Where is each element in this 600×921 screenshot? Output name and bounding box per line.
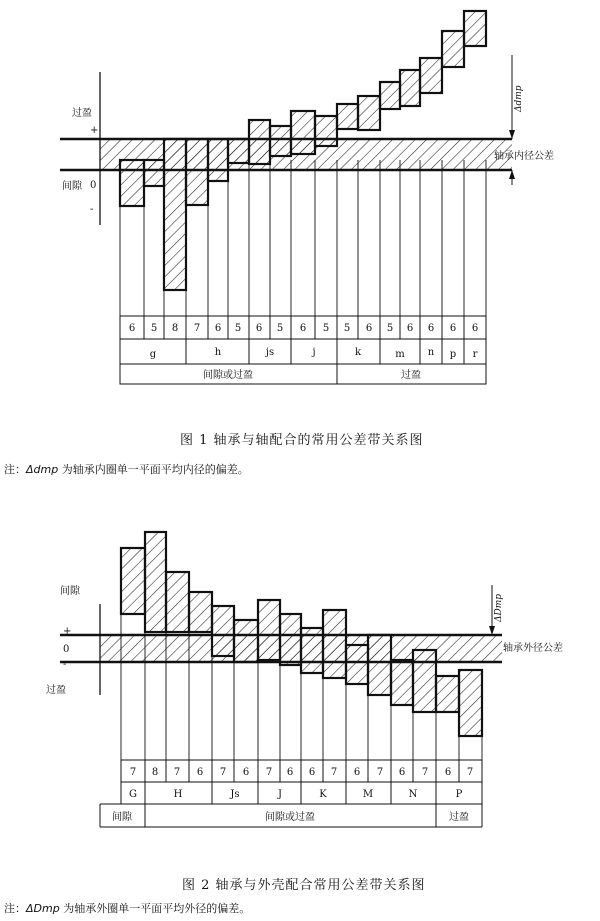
fig1-label-interference: 过盈 [72,108,92,119]
fig2-grade-cell: 7 [330,767,338,778]
fig2-fit-clearance: 间隙 [112,812,132,823]
fig2-zone-P6 [436,676,459,712]
fig1-zone-h8 [164,139,186,290]
fig1-letter-cell: g [149,349,157,360]
fig1-grade-cell: 5 [343,323,351,334]
fig2-grade-cell: 7 [466,767,474,778]
fig1-letter-cell: js [265,347,275,358]
fig1-zone-n6 [420,58,442,93]
fig1-grade-cell: 6 [214,323,222,334]
fig2-grade-cell: 7 [376,767,384,778]
fig2-zone-K7 [323,610,346,678]
fig2-zone-J7 [258,600,280,660]
fig1-grade-row [129,323,478,334]
fig2-grade-cell: 7 [219,767,227,778]
fig1-fit-clearance-or-interference: 间隙或过盈 [203,370,253,381]
fig1-zone-k5 [337,104,358,129]
fig2-note-symbol: ΔDmp [26,902,60,915]
fig1-caption: 图 1 轴承与轴配合的常用公差带关系图 [180,433,424,448]
fig1-note-text: 为轴承内圈单一平面平均内径的偏差。 [58,463,249,476]
fig1-letter-row [150,347,478,360]
fig1-note-prefix: 注： [4,463,26,476]
fig2-letter-cell: P [455,789,463,800]
fig2-letter-cell: N [408,789,418,800]
fig1-note [4,461,249,477]
fig2-caption: 图 2 轴承与外壳配合常用公差带关系图 [182,878,426,893]
fig1-grade-cell: 5 [234,323,242,334]
fig2-label-clearance: 间隙 [60,586,80,597]
fig2-note [4,900,250,916]
fig2-label-plus: + [63,626,72,637]
fig1-grade-cell: 6 [299,323,307,334]
fig1-zone-m5 [380,82,400,109]
fig2-zone-Js7 [212,606,234,656]
fig1-letter-cell: k [354,347,362,358]
fig2-grade-cell: 7 [173,767,181,778]
fig2-label-delta: ΔDmp [494,593,504,622]
fig1-letter-cell: n [427,347,435,358]
fig1-grade-cell: 6 [427,323,435,334]
fig2-grade-cell: 7 [265,767,273,778]
fig1-zone-j5 [315,116,337,146]
fig1-zone-k6 [358,96,380,130]
fig2-zone-M7 [368,635,391,695]
fig1-zone-m6 [400,70,420,106]
fig1-zone-j6 [291,111,315,154]
fig1-zone-g6 [120,160,144,206]
fig2-letter-cell: K [319,789,327,800]
fig2-grade-cell: 6 [398,767,406,778]
fig1-grade-cell: 5 [386,323,394,334]
fig1-grade-cell: 5 [322,323,330,334]
fig2-fit-clearance-or-interference: 间隙或过盈 [265,812,315,823]
fig1-label-plus: + [90,125,99,136]
fig1-zone-js5 [270,126,291,156]
fig2-grade-cell: 6 [444,767,452,778]
fig1-letter-cell: m [395,349,405,360]
fig1-zone-p6 [442,31,464,67]
fig2-zone-N6 [391,660,413,705]
fig2-grade-cell: 6 [286,767,294,778]
fig1-letter-cell: j [312,347,316,358]
fig1-grade-cell: 6 [406,323,414,334]
fig1-label-delta: Δdmp [514,85,524,112]
figure-2 [46,532,563,827]
fig1-note-symbol: Δdmp [26,463,59,476]
fig2-label-interference: 过盈 [46,685,66,696]
fig1-label-zero: 0 [90,180,97,191]
fig1-grade-cell: 8 [171,323,179,334]
fig1-grade-cell: 6 [365,323,373,334]
fig2-fit-interference: 过盈 [449,812,469,823]
fig2-letter-cell: H [173,789,183,800]
fig2-grade-cell: 6 [353,767,361,778]
fig2-zone-P7 [459,670,482,736]
fig2-letter-cell: G [129,789,137,800]
fig2-letter-row [129,789,463,800]
fig1-zone-h6 [208,139,228,181]
fig1-zone-h5 [228,139,249,163]
fig2-zone-M6 [346,645,368,684]
fig2-label-minus: - [63,659,67,670]
fig1-grade-cell: 7 [193,323,201,334]
fig1-grade-cell: 6 [255,323,263,334]
fig1-zone-js6 [249,120,270,164]
fig1-letter-cell: h [214,347,222,358]
fig1-grade-cell: 6 [471,323,479,334]
fig2-label-zero: 0 [63,644,70,655]
fig2-zone-H8 [145,532,166,632]
fig1-grade-cell: 6 [449,323,457,334]
fig2-zone-K6 [301,628,323,673]
fig1-grade-cell: 5 [150,323,158,334]
fig2-zone-H6 [189,592,212,632]
fig2-grade-cell: 6 [308,767,316,778]
fig1-zone-g5 [144,160,164,186]
fig1-letter-cell: r [472,349,478,360]
figure-1 [60,11,554,384]
fig2-letter-cell: M [362,789,374,800]
fig2-zone-G7 [121,548,145,614]
fig1-grade-cell: 6 [128,323,136,334]
fig2-zone-H7 [166,572,189,632]
fig2-grade-cell: 6 [196,767,204,778]
fig2-grade-cell: 8 [151,767,159,778]
fig1-zone-h7 [186,139,208,205]
fig2-note-text: 为轴承外圈单一平面平均外径的偏差。 [59,902,251,915]
fig2-grade-cell: 7 [421,767,429,778]
fig1-letter-cell: p [449,349,457,360]
fig1-label-minus: - [90,204,94,215]
fig2-grade-cell: 7 [129,767,137,778]
fig2-zone-Js6 [234,620,258,662]
fig2-letter-cell: J [277,789,283,800]
fig1-zone-r6 [464,11,486,46]
fig2-grade-cell: 6 [242,767,250,778]
fig2-zone-N7 [413,650,436,712]
fig1-label-clearance: 间隙 [62,181,82,192]
fig2-zone-J6 [280,614,301,665]
fig1-grade-cell: 5 [276,323,284,334]
fig2-letter-cell: Js [230,789,240,800]
fig1-fit-interference: 过盈 [401,370,421,381]
fig1-label-band: 轴承内径公差 [494,151,554,162]
fig2-label-band: 轴承外径公差 [503,643,563,654]
fig2-note-prefix: 注： [4,902,26,915]
